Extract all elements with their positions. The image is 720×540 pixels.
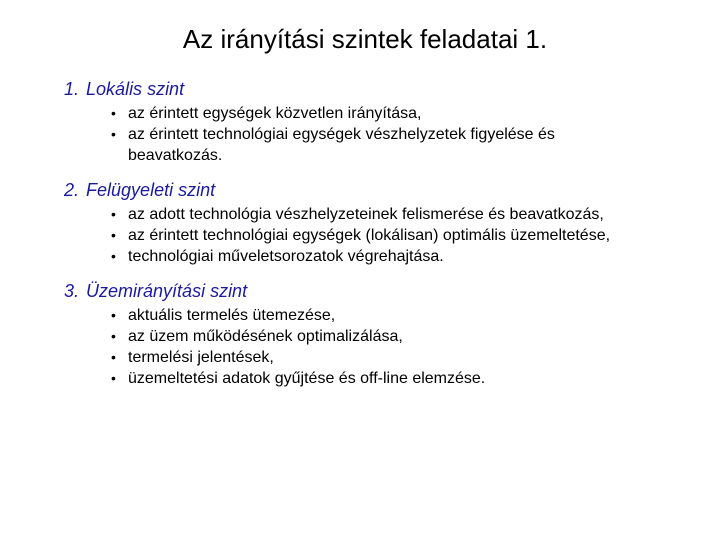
bullet-list	[64, 103, 664, 166]
bullet-icon: •	[111, 227, 116, 243]
bullet-icon: •	[111, 307, 116, 323]
list-item	[64, 204, 648, 225]
list-item	[64, 347, 648, 368]
list-item-text: az érintett egységek közvetlen irányítása,	[128, 105, 422, 122]
section-title: Lokális szint	[86, 79, 185, 99]
section-number: 1.	[64, 79, 80, 99]
list-item	[64, 246, 648, 267]
list-item	[64, 326, 648, 347]
section-heading	[64, 279, 664, 303]
list-item-text: termelési jelentések,	[128, 349, 274, 366]
list-item	[64, 305, 648, 326]
bullet-icon: •	[111, 105, 116, 121]
bullet-icon: •	[111, 349, 116, 365]
section-title: Felügyeleti szint	[86, 180, 216, 200]
list-item	[64, 103, 648, 124]
list-item-text: üzemeltetési adatok gyűjtése és off-line elemzése.	[128, 370, 486, 387]
bullet-list	[64, 204, 664, 267]
list-item-text: aktuális termelés ütemezése,	[128, 307, 336, 324]
section-heading	[64, 178, 664, 202]
bullet-icon: •	[111, 248, 116, 264]
slide-content	[64, 77, 664, 389]
section-number: 2.	[64, 180, 80, 200]
bullet-icon: •	[111, 126, 116, 142]
section-number: 3.	[64, 281, 80, 301]
bullet-icon: •	[111, 370, 116, 386]
list-item-text: technológiai műveletsorozatok végrehajtása.	[128, 248, 444, 265]
list-item-text: az érintett technológiai egységek vészhelyzetek figyelése és beavatkozás.	[128, 126, 555, 164]
section-heading	[64, 77, 664, 101]
slide-title: Az irányítási szintek feladatai 1.	[182, 24, 548, 54]
list-item-text: az érintett technológiai egységek (lokálisan) optimális üzemeltetése,	[128, 227, 611, 244]
list-item	[64, 225, 648, 246]
bullet-list	[64, 305, 664, 389]
section-local-level	[64, 77, 664, 166]
bullet-icon: •	[111, 328, 116, 344]
list-item-text: az üzem működésének optimalizálása,	[128, 328, 403, 345]
list-item	[64, 124, 648, 166]
section-plant-management-level	[64, 279, 664, 389]
list-item	[64, 368, 648, 389]
list-item-text: az adott technológia vészhelyzeteinek felismerése és beavatkozás,	[128, 206, 604, 223]
section-supervisory-level	[64, 178, 664, 267]
bullet-icon: •	[111, 206, 116, 222]
section-title: Üzemirányítási szint	[86, 281, 248, 301]
